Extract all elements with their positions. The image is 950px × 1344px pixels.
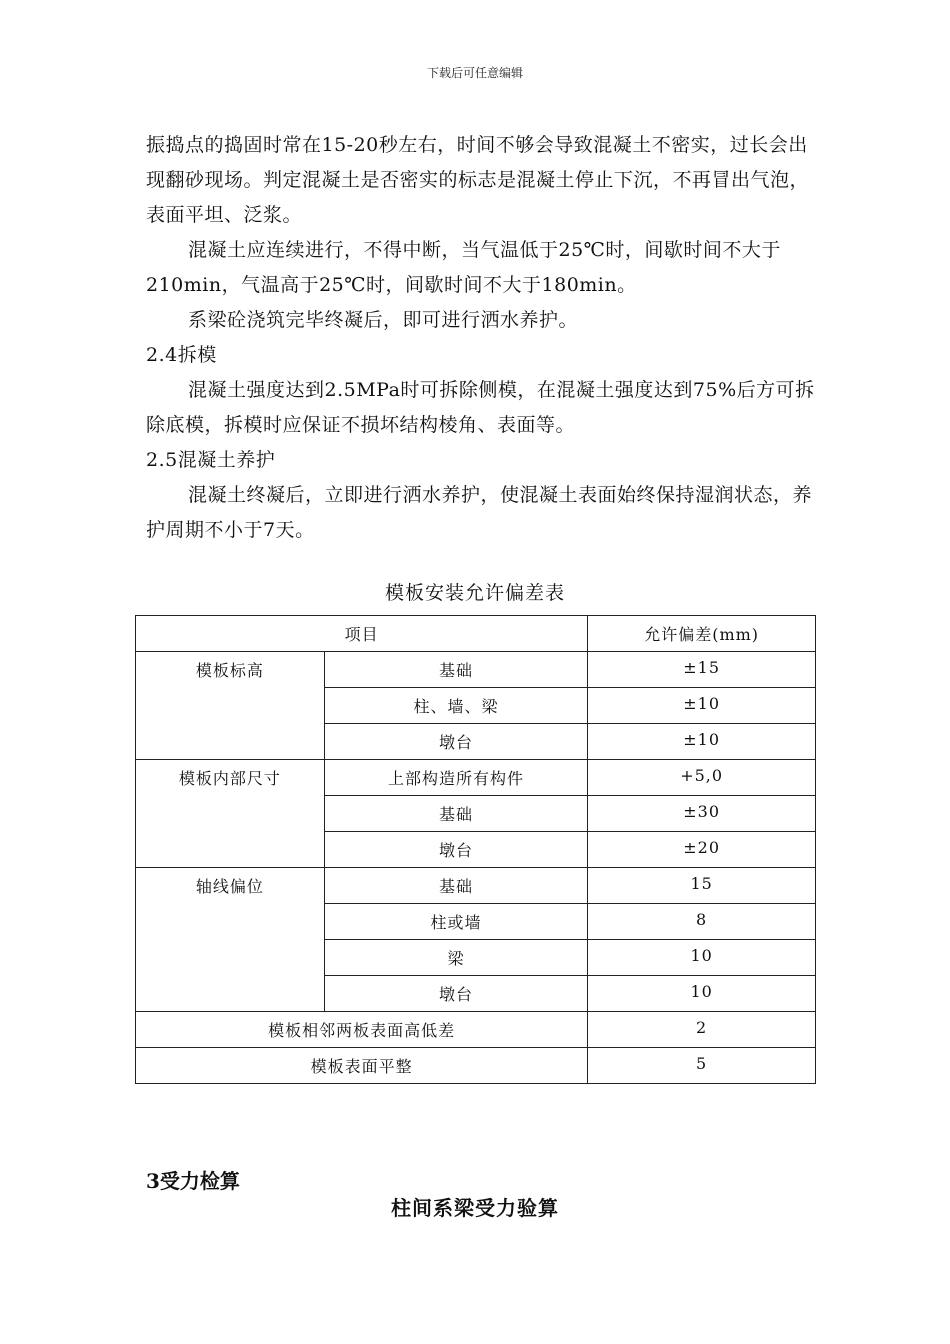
sub-item: 上部构造所有构件 <box>324 760 588 796</box>
sub-item: 墩台 <box>324 832 588 868</box>
table-title: 模板安装允许偏差表 <box>384 582 565 604</box>
group-name: 轴线偏位 <box>136 868 325 1012</box>
header-item: 项目 <box>136 616 588 652</box>
table-header-row <box>136 616 816 652</box>
sub-item: 墩台 <box>324 724 588 760</box>
paragraph-vibration: 振捣点的捣固时常在15-20秒左右，时间不够会导致混凝土不密实，过长会出现翻砂现场。判定混凝土是否密实的标志是混凝土停止下沉，不再冒出气泡，表面平坦、泛浆。 <box>146 134 810 226</box>
tolerance-value: +5,0 <box>588 760 816 796</box>
section-heading: 3受力检算 <box>146 1169 240 1193</box>
tolerance-value: 15 <box>588 868 816 904</box>
sub-item: 基础 <box>324 868 588 904</box>
paragraph-continuous-pour: 混凝土应连续进行，不得中断，当气温低于25℃时，间歇时间不大于210min，气温高于25℃时，间歇时间不大于180min。 <box>146 239 781 296</box>
single-item: 模板表面平整 <box>136 1048 588 1084</box>
tolerance-value: 5 <box>588 1048 816 1084</box>
table-row <box>136 1012 816 1048</box>
page-header: 下载后可任意编辑 <box>426 66 523 80</box>
table-row <box>136 652 816 688</box>
table-row <box>136 1048 816 1084</box>
body-text <box>146 128 816 548</box>
tolerance-value: 10 <box>588 940 816 976</box>
table-row <box>136 760 816 796</box>
heading-2-5: 2.5混凝土养护 <box>146 449 276 471</box>
table-row <box>136 868 816 904</box>
paragraph-curing: 混凝土终凝后，立即进行洒水养护，使混凝土表面始终保持湿润状态，养护周期不小于7天。 <box>146 484 813 541</box>
heading-2-4: 2.4拆模 <box>146 344 217 366</box>
tolerance-value: ±15 <box>588 652 816 688</box>
tolerance-value: ±10 <box>588 688 816 724</box>
tolerance-value: ±10 <box>588 724 816 760</box>
sub-item: 柱、墙、梁 <box>324 688 588 724</box>
sub-item: 墩台 <box>324 976 588 1012</box>
group-name: 模板标高 <box>136 652 325 760</box>
paragraph-formwork-removal: 混凝土强度达到2.5MPa时可拆除侧模，在混凝土强度达到75%后方可拆除底模，拆模时应保证不损坏结构棱角、表面等。 <box>146 379 815 436</box>
sub-item: 基础 <box>324 796 588 832</box>
tolerance-value: ±30 <box>588 796 816 832</box>
sub-item: 梁 <box>324 940 588 976</box>
section-subtitle: 柱间系梁受力验算 <box>391 1196 559 1220</box>
sub-item: 柱或墙 <box>324 904 588 940</box>
single-item: 模板相邻两板表面高低差 <box>136 1012 588 1048</box>
group-name: 模板内部尺寸 <box>136 760 325 868</box>
paragraph-curing-start: 系梁砼浇筑完毕终凝后，即可进行洒水养护。 <box>188 309 579 331</box>
tolerance-table <box>135 615 816 1084</box>
tolerance-value: ±20 <box>588 832 816 868</box>
tolerance-value: 8 <box>588 904 816 940</box>
sub-item: 基础 <box>324 652 588 688</box>
header-tolerance: 允许偏差(mm) <box>588 616 816 652</box>
tolerance-value: 10 <box>588 976 816 1012</box>
tolerance-value: 2 <box>588 1012 816 1048</box>
